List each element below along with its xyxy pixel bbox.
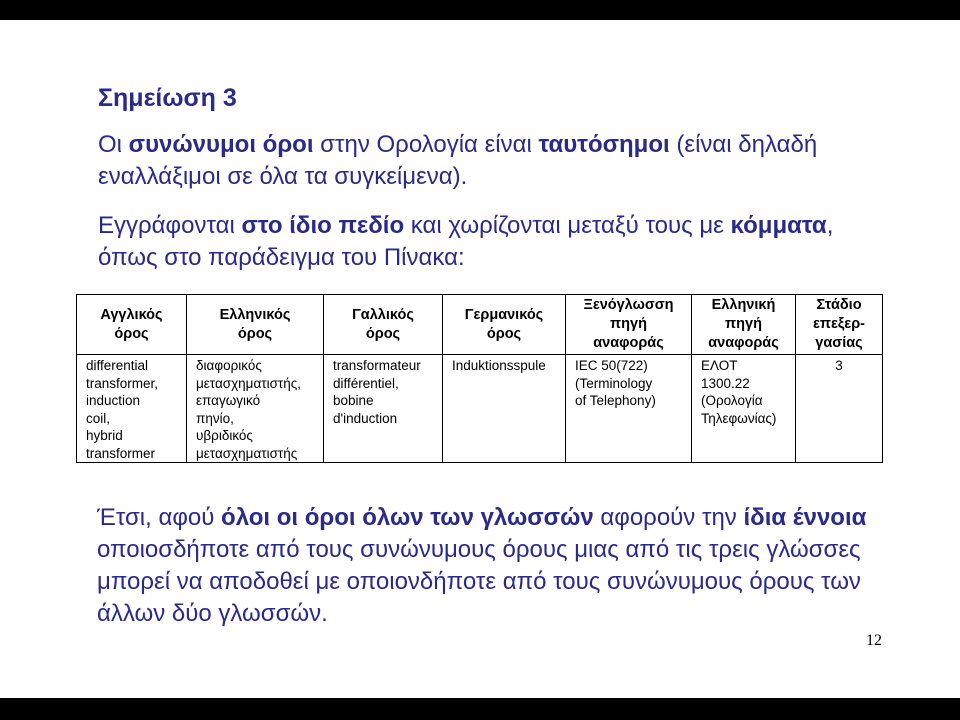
p2-text-3: , όπως στο παράδειγμα του Πίνακα: xyxy=(98,212,834,271)
terms-table xyxy=(76,294,883,463)
p3-bold-1: όλοι οι όροι όλων των γλωσσών xyxy=(221,504,594,531)
p3-bold-2: ίδια έννοια xyxy=(743,504,867,531)
cell-processing-stage: 3 xyxy=(796,355,883,463)
p1-text-2: στην Ορολογία είναι xyxy=(313,131,539,158)
p3-text-3: οποιοσδήποτε από τους συνώνυμους όρους μιας από τις τρεις γλώσσες μπορεί να αποδοθεί με οποιονδήποτε από τους συνώνυμους όρους των άλλων δύο γλωσσών. xyxy=(97,536,861,627)
header-german-term: Γερμανικός όρος xyxy=(443,295,566,355)
p2-text-1: Εγγράφονται xyxy=(98,212,242,239)
header-english-term: Αγγλικός όρος xyxy=(77,295,187,355)
paragraph-entry xyxy=(98,210,858,274)
table-row xyxy=(77,355,883,463)
cell-french-term: transformateur différentiel, bobine d'induction xyxy=(324,355,443,463)
cell-german-term: Induktionsspule xyxy=(443,355,566,463)
table-header-row xyxy=(77,295,883,355)
p2-text-2: και χωρίζονται μεταξύ τους με xyxy=(404,212,731,239)
p1-bold-2: ταυτόσημοι xyxy=(538,131,670,158)
p3-text-2: αφορούν την xyxy=(593,504,744,531)
header-french-term: Γαλλικός όρος xyxy=(324,295,443,355)
header-processing-stage: Στάδιο επεξερ- γασίας xyxy=(796,295,883,355)
slide xyxy=(0,20,960,698)
p1-bold-1: συνώνυμοι όροι xyxy=(128,131,314,158)
header-foreign-source: Ξενόγλωσση πηγή αναφοράς xyxy=(566,295,692,355)
p2-bold-2: κόμματα xyxy=(730,212,827,239)
header-greek-term: Ελληνικός όρος xyxy=(187,295,324,355)
page-number: 12 xyxy=(866,632,882,649)
cell-greek-term: διαφορικός μετασχηματιστής, επαγωγικό πηνίο, υβριδικός μετασχηματιστής xyxy=(187,355,324,463)
note-heading: Σημείωση 3 xyxy=(98,84,237,112)
p3-text-1: Έτσι, αφού xyxy=(97,504,222,531)
header-greek-source: Ελληνική πηγή αναφοράς xyxy=(692,295,796,355)
cell-foreign-source: IEC 50(722) (Terminology of Telephony) xyxy=(566,355,692,463)
paragraph-conclusion xyxy=(97,502,877,630)
p1-text-3: (είναι δηλαδή εναλλάξιμοι σε όλα τα συγκείμενα). xyxy=(98,131,818,190)
p1-text-1: Οι xyxy=(98,131,129,158)
paragraph-synonyms xyxy=(98,129,858,193)
cell-greek-source: ΕΛΟΤ 1300.22 (Ορολογία Τηλεφωνίας) xyxy=(692,355,796,463)
p2-bold-1: στο ίδιο πεδίο xyxy=(241,212,405,239)
cell-english-term: differential transformer, induction coil, hybrid transformer xyxy=(77,355,187,463)
